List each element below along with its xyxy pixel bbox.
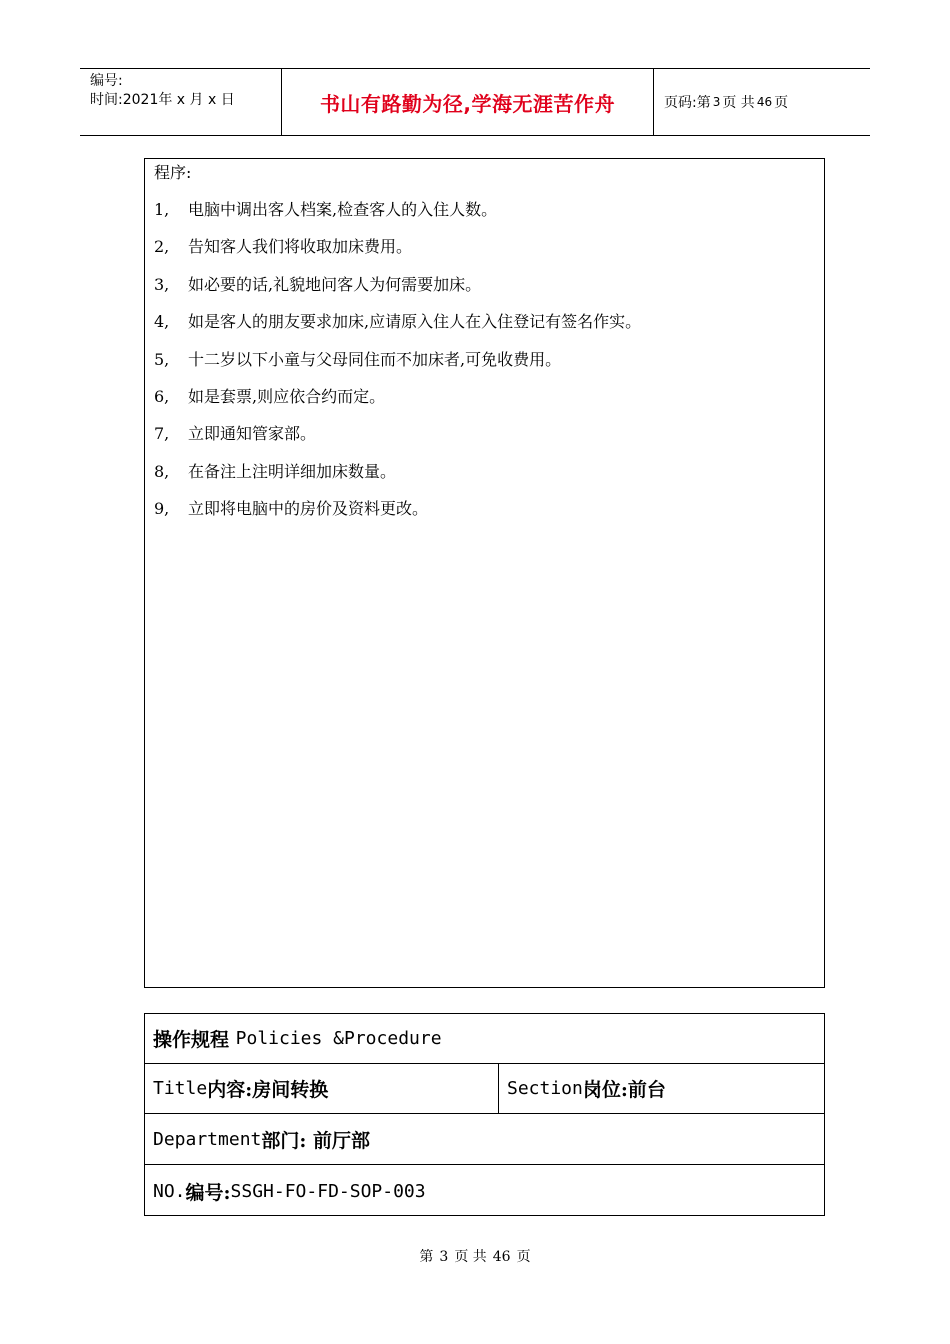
time-label: 时间: (90, 92, 123, 108)
no-zh: 编号: (185, 1181, 231, 1204)
page-total: 46 (756, 95, 773, 109)
step-text: 电脑中调出客人档案,检查客人的入住人数。 (188, 200, 498, 219)
step-text: 十二岁以下小童与父母同住而不加床者,可免收费用。 (188, 349, 562, 369)
step-index: 1, (154, 200, 170, 219)
step-text: 告知客人我们将收取加床费用。 (188, 237, 413, 257)
step-index: 7, (154, 424, 170, 444)
step-index: 5, (154, 349, 170, 369)
page-current: 3 (712, 95, 721, 109)
procedure-step (154, 461, 641, 498)
page-prefix: 页码:第 (664, 95, 711, 111)
procedure-step (154, 498, 641, 535)
title-cell (145, 1064, 499, 1113)
step-text: 立即将电脑中的房价及资料更改。 (188, 499, 429, 519)
header-page-info (654, 69, 870, 135)
procedure-step (154, 274, 641, 311)
no-code: SSGH-FO-FD-SOP-003 (230, 1180, 426, 1202)
no-en: NO. (153, 1180, 186, 1202)
procedure-steps (154, 199, 641, 536)
procedure-step (154, 423, 641, 460)
department-zh: 部门: 前厅部 (261, 1130, 371, 1152)
step-text: 在备注上注明详细加床数量。 (188, 461, 397, 481)
footer-mid: 页 共 (454, 1249, 487, 1265)
info-table (144, 1013, 825, 1216)
page-suffix: 页 (774, 95, 789, 111)
step-text: 立即通知管家部。 (188, 424, 317, 444)
department-row (145, 1115, 824, 1165)
procedure-step (154, 311, 641, 348)
header-meta (80, 69, 281, 135)
footer-suffix: 页 (516, 1249, 531, 1265)
page-mid: 页 共 (722, 95, 755, 111)
number-cell (145, 1166, 426, 1216)
date-rest: 年 x 月 x 日 (158, 92, 235, 108)
title-section-row (145, 1064, 824, 1114)
procedure-step (154, 199, 641, 236)
number-label: 编号: (90, 73, 123, 89)
page-header (80, 68, 870, 136)
section-cell (499, 1064, 666, 1113)
step-index: 9, (154, 499, 170, 519)
step-index: 3, (154, 274, 170, 294)
policy-en: Policies &Procedure (235, 1028, 442, 1049)
policy-row (145, 1014, 824, 1064)
step-index: 6, (154, 386, 170, 406)
step-index: 8, (154, 461, 170, 481)
time-line (90, 91, 281, 110)
procedure-title: 程序: (154, 163, 192, 182)
policy-zh: 操作规程 (153, 1029, 230, 1051)
title-en: Title (153, 1078, 208, 1099)
step-text: 如是套票,则应依合约而定。 (188, 386, 386, 406)
department-cell (145, 1115, 370, 1164)
footer-prefix: 第 (419, 1249, 434, 1265)
section-zh: 岗位:前台 (582, 1079, 666, 1101)
date-year: 2021 (122, 92, 159, 108)
step-index: 4, (154, 312, 170, 332)
page-footer (0, 1246, 950, 1266)
procedure-step (154, 386, 641, 423)
step-text: 如是客人的朋友要求加床,应请原入住人在入住登记有签名作实。 (188, 312, 642, 332)
number-row (145, 1166, 824, 1216)
department-en: Department (153, 1129, 262, 1150)
footer-total: 46 (492, 1249, 511, 1265)
header-motto: 书山有路勤为径,学海无涯苦作舟 (281, 69, 654, 135)
section-en: Section (507, 1078, 583, 1099)
policy-cell (145, 1014, 442, 1063)
procedure-step (154, 236, 641, 273)
procedure-box (144, 158, 825, 988)
footer-current: 3 (439, 1249, 449, 1265)
procedure-step (154, 349, 641, 386)
title-zh: 内容:房间转换 (207, 1079, 329, 1101)
step-index: 2, (154, 237, 170, 257)
step-text: 如必要的话,礼貌地问客人为何需要加床。 (188, 274, 482, 294)
